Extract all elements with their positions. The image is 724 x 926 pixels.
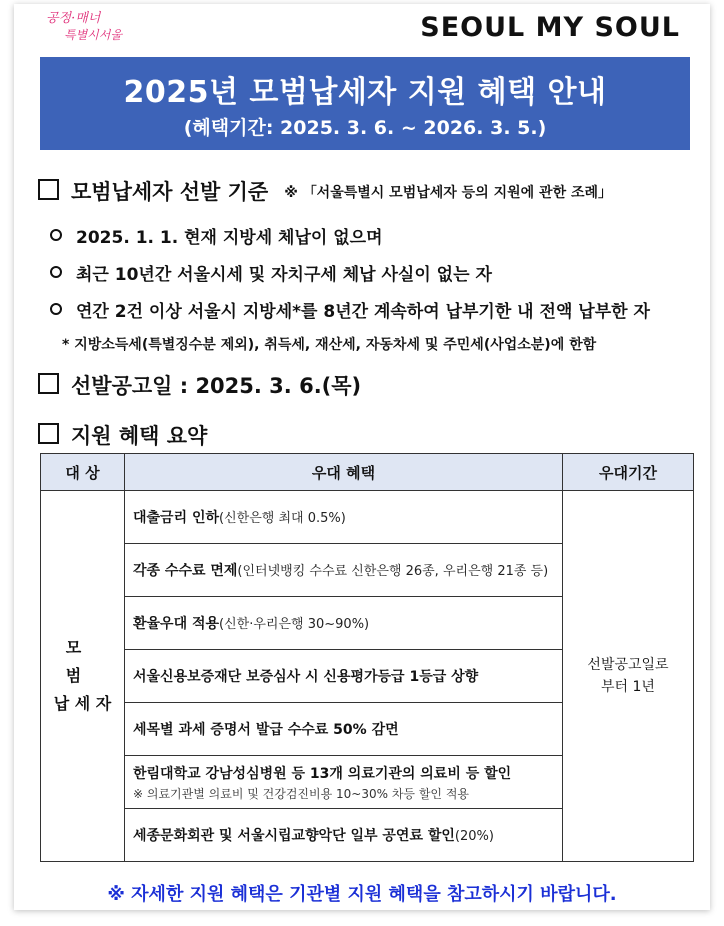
ordinance-note: ※ 「서울특별시 모범납세자 등의 지원에 관한 조례」 <box>284 185 613 201</box>
target-line-2: 납 세 자 <box>53 694 112 713</box>
benefit-cell <box>125 756 563 809</box>
table-row <box>41 491 694 544</box>
benefit-detail: (20%) <box>454 829 494 844</box>
criteria-item <box>50 260 492 285</box>
announcement-heading <box>38 370 361 400</box>
criteria-item-text: 연간 2건 이상 서울시 지방세*를 8년간 계속하여 납부기한 내 전액 납부한 자 <box>76 302 650 322</box>
benefit-title: 세목별 과세 증명서 발급 수수료 50% 감면 <box>133 722 399 738</box>
circle-bullet-icon <box>50 266 62 278</box>
criteria-item <box>50 297 650 322</box>
benefit-detail: (인터넷뱅킹 수수료 신한은행 26종, 우리은행 21종 등) <box>237 564 549 579</box>
criteria-item <box>50 223 383 248</box>
benefit-period: (혜택기간: 2025. 3. 6. ~ 2026. 3. 5.) <box>183 117 547 139</box>
benefit-title: 각종 수수료 면제 <box>133 563 238 579</box>
column-header-period: 우대기간 <box>563 454 694 491</box>
logo-line-2: 특별시서울 <box>64 28 122 42</box>
benefit-cell <box>125 491 563 544</box>
benefit-table <box>40 453 694 862</box>
criteria-item-text: 2025. 1. 1. 현재 지방세 체납이 없으며 <box>76 228 383 248</box>
benefit-cell <box>125 650 563 703</box>
criteria-footnote: * 지방소득세(특별징수분 제외), 취득세, 재산세, 자동차세 및 주민세(사업소분)에 한함 <box>62 337 597 353</box>
square-bullet-icon <box>38 373 59 394</box>
page-title: 2025년 모범납세자 지원 혜택 안내 <box>123 75 607 110</box>
summary-heading <box>38 420 207 450</box>
announcement-text: 선발공고일 : 2025. 3. 6.(목) <box>71 374 362 398</box>
benefit-title: 세종문화회관 및 서울시립교향악단 일부 공연료 할인 <box>133 828 455 844</box>
square-bullet-icon <box>38 423 59 444</box>
period-line-1: 선발공고일로 <box>587 657 669 673</box>
benefit-cell <box>125 809 563 862</box>
circle-bullet-icon <box>50 303 62 315</box>
benefit-cell <box>125 703 563 756</box>
benefit-title: 대출금리 인하 <box>133 510 220 526</box>
benefit-title: 서울신용보증재단 보증심사 시 신용평가등급 1등급 상향 <box>133 669 479 685</box>
summary-heading-text: 지원 혜택 요약 <box>71 424 208 448</box>
criteria-heading-text: 모범납세자 선발 기준 <box>71 180 269 204</box>
logo-line-1: 공정·매너 <box>46 11 101 26</box>
period-cell <box>563 491 694 862</box>
seoul-my-soul-logo: SEOUL MY SOUL <box>420 12 680 43</box>
title-banner <box>40 57 690 150</box>
benefit-cell <box>125 544 563 597</box>
circle-bullet-icon <box>50 229 62 241</box>
benefit-title: 한림대학교 강남성심병원 등 13개 의료기관의 의료비 등 할인 <box>133 765 512 782</box>
period-line-2: 부터 1년 <box>601 679 655 695</box>
criteria-heading <box>38 176 612 206</box>
footer-note: ※ 자세한 지원 혜택은 기관별 지원 혜택을 참고하시기 바랍니다. <box>107 884 617 905</box>
seoul-slogan-logo <box>38 10 138 46</box>
column-header-benefit: 우대 혜택 <box>125 454 563 491</box>
benefit-title: 환율우대 적용 <box>133 616 220 632</box>
target-line-1: 모 범 <box>65 638 100 685</box>
criteria-item-text: 최근 10년간 서울시세 및 자치구세 체납 사실이 없는 자 <box>76 265 492 285</box>
benefit-detail: (신한·우리은행 30~90%) <box>219 617 370 632</box>
target-cell <box>41 491 125 862</box>
benefit-subnote: ※ 의료기관별 의료비 및 건강검진비용 10~30% 차등 할인 적용 <box>133 786 470 801</box>
square-bullet-icon <box>38 179 59 200</box>
benefit-cell <box>125 597 563 650</box>
column-header-target: 대 상 <box>41 454 125 491</box>
benefit-detail: (신한은행 최대 0.5%) <box>219 511 346 526</box>
